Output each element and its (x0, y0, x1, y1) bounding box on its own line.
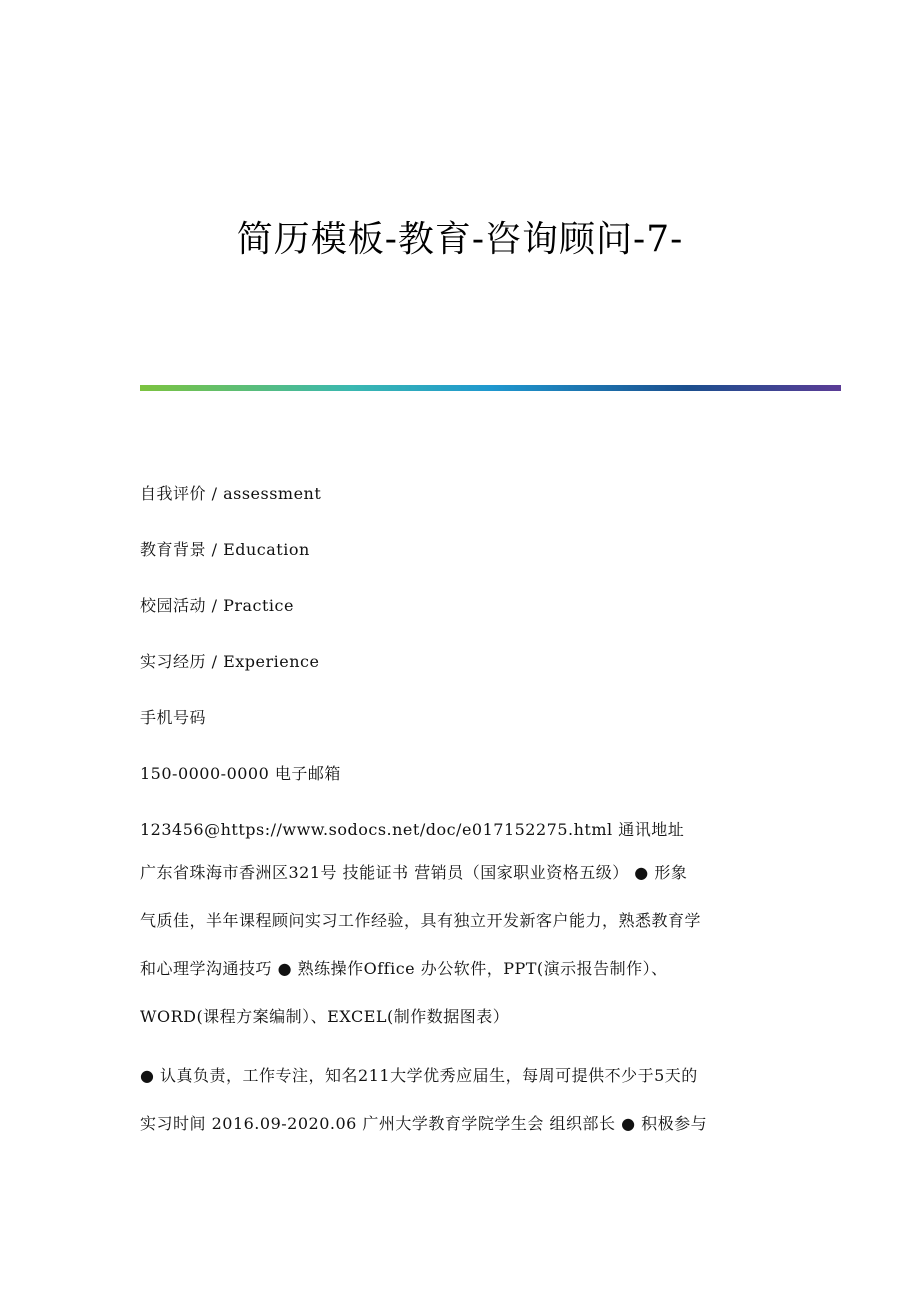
paragraph-line: 气质佳，半年课程顾问实习工作经验，具有独立开发新客户能力，熟悉教育学 (140, 911, 702, 930)
section-education: 教育背景 / Education (140, 540, 310, 559)
gradient-divider (140, 385, 841, 391)
email-and-address-label: 123456@https://www.sodocs.net/doc/e017152275.html 通讯地址 (140, 820, 685, 839)
section-assessment: 自我评价 / assessment (140, 484, 322, 503)
paragraph-line: 实习时间 2016.09-2020.06 广州大学教育学院学生会 组织部长 ● 积极参与 (140, 1114, 708, 1133)
document-title: 简历模板-教育-咨询顾问-7- (236, 219, 684, 260)
paragraph-line: 广东省珠海市香洲区321号 技能证书 营销员（国家职业资格五级） ● 形象 (140, 863, 688, 882)
paragraph-line: 和心理学沟通技巧 ● 熟练操作Office 办公软件，PPT(演示报告制作）、 (140, 959, 668, 978)
section-list (140, 466, 800, 858)
paragraph-line: WORD(课程方案编制）、EXCEL(制作数据图表） (140, 1007, 510, 1026)
phone-and-email-label: 150-0000-0000 电子邮箱 (140, 764, 341, 783)
resume-paragraph-2 (140, 1052, 790, 1148)
phone-label: 手机号码 (140, 708, 207, 727)
paragraph-line: ● 认真负责，工作专注，知名211大学优秀应届生，每周可提供不少于5天的 (140, 1066, 698, 1085)
section-experience: 实习经历 / Experience (140, 652, 320, 671)
resume-paragraph-1 (140, 849, 790, 1041)
section-practice: 校园活动 / Practice (140, 596, 294, 615)
